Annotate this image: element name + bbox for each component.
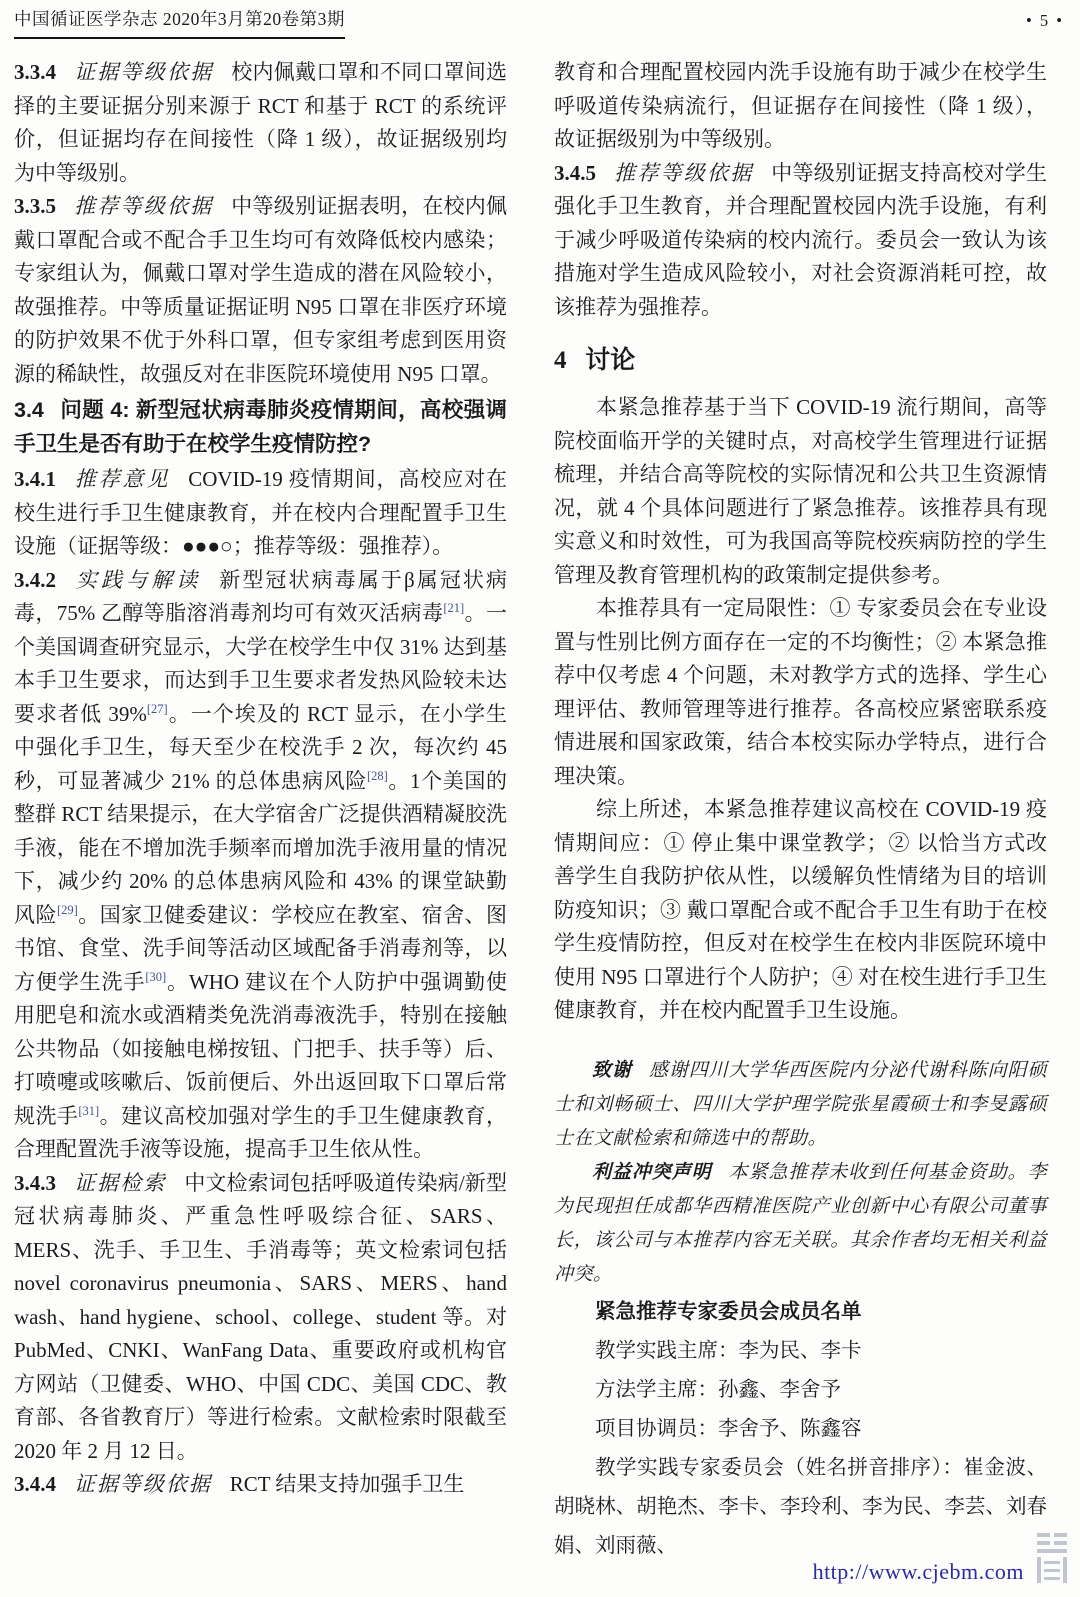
text-run: 本紧急推荐基于当下 COVID-19 流行期间，高等院校面临开学的关键时点，对高校学生管理进行证据梳理，并结合高等院校的实际情况和公共卫生资源情况，就 4 个具体问题进行了紧急推荐。该推荐具有现实意义和时效性，可为我国高等院校疾病防控的学生管理及教育管理机构的政策制定提供参考。: [554, 395, 1047, 587]
page-header: [14, 8, 1064, 39]
section-3-4-heading: [14, 393, 507, 461]
section-number: 3.4.2: [14, 567, 56, 592]
text-run: 紧急推荐专家委员会成员名单: [595, 1299, 862, 1323]
text-run: 综上所述，本紧急推荐建议高校在 COVID-19 疫情期间应：① 停止集中课堂教学；② 以恰当方式改善学生自我防护依从性，以缓解负性情绪为目的培训防疫知识；③ 戴口罩配合或不配合手卫生有助于在校学生疫情防控，但反对在校学生在校内非医院环境中使用 N95 口罩进行个人防护；④ 对在校生进行手卫生健康教育，并在校内配置手卫生设施。: [554, 797, 1047, 1022]
text-run: 新型冠状病毒属于β属冠状病毒，75% 乙醇等脂溶消毒剂均可有效灭活病毒: [14, 567, 508, 625]
text-run: 中文检索词包括呼吸道传染病/新型冠状病毒肺炎、严重急性呼吸综合征、SARS、MERS、洗手、手卫生、手消毒等；英文检索词包括 novel coronavirus pneumonia、SARS、MERS、hand wash、hand hygiene、school、college、student 等。对 PubMed、CNKI、WanFang Data、重要政府或机构官方网站（卫健委、WHO、中国 CDC、美国 CDC、教育部、各省教育厅）等进行检索。文献检索时限截至 2020 年 2 月 12 日。: [14, 1170, 507, 1463]
left-column: [14, 56, 507, 1566]
section-3-4-5: [554, 157, 1047, 325]
committee-line-teaching-chair: [554, 1332, 1047, 1371]
section-3-4-3: [14, 1167, 507, 1469]
section-label: 实践与解读: [73, 567, 202, 592]
journal-seal-icon: [1034, 1531, 1070, 1587]
section-number: 3.4.3: [14, 1170, 56, 1195]
text-run: 项目协调员：李舍予、陈鑫容: [595, 1417, 862, 1440]
journal-title: 中国循证医学杂志 2020年3月第20卷第3期: [14, 8, 345, 39]
section-label: 推荐等级依据: [73, 194, 214, 218]
conflict-of-interest: [554, 1156, 1047, 1292]
journal-url-link[interactable]: http://www.cjebm.com: [812, 1559, 1024, 1584]
section-3-3-5: [14, 190, 507, 391]
discussion-paragraph-2: [554, 592, 1047, 793]
section-3-3-4: [14, 56, 507, 190]
committee-line-coordinator: [554, 1410, 1047, 1449]
text-run: 。一个美国调查研究显示，大学在校学生中仅 31% 达到基本手卫生要求，而达到手卫生要求者发热风险较未达要求者低 39%: [14, 601, 508, 726]
text-run: 校内佩戴口罩和不同口罩间选择的主要证据分别来源于 RCT 和基于 RCT 的系统评价，但证据均存在间接性（降 1 级），故证据级别均为中等级别。: [14, 60, 508, 185]
committee-list-title: [554, 1292, 1047, 1332]
citation-ref: [30]: [145, 969, 167, 984]
right-column: [554, 56, 1047, 1566]
discussion-paragraph-1: [554, 391, 1047, 592]
text-run: 中等级别证据支持高校对学生强化手卫生教育，并合理配置校园内洗手设施，有利于减少呼吸道传染病的校内流行。委员会一致认为该措施对学生造成风险较小，对社会资源消耗可控，故该推荐为强推荐。: [554, 160, 1048, 319]
text-run: 本推荐具有一定局限性：① 专家委员会在专业设置与性别比例方面存在一定的不均衡性；② 本紧急推荐中仅考虑 4 个问题，未对教学方式的选择、学生心理评估、教师管理等进行推荐。各高校应紧密联系疫情进展和国家政策，结合本校实际办学特点，进行合理决策。: [554, 596, 1047, 788]
section-label: 推荐意见: [73, 467, 171, 491]
text-run: 。WHO 建议在个人防护中强调勤使用肥皂和流水或酒精类免洗消毒液洗手，特别在接触公共物品（如接触电梯按钮、门把手、扶手等）后、打喷嚏或咳嗽后、饭前便后、外出返回取下口罩后常规洗手: [14, 969, 508, 1128]
page-number: • 5 •: [1025, 11, 1064, 30]
section-label: 推荐等级依据: [613, 160, 754, 185]
citation-ref: [29]: [56, 902, 78, 917]
heading-number: 3.4: [14, 398, 44, 422]
heading-text: 讨论: [585, 346, 636, 374]
text-run: COVID-19 疫情期间，高校应对在校生进行手卫生健康教育，并在校内合理配置手卫生设施（证据等级：●●●○；推荐等级：强推荐）。: [14, 467, 507, 558]
section-label: 证据检索: [73, 1170, 167, 1195]
citation-ref: [31]: [78, 1103, 100, 1118]
text-run: 教学实践主席：李为民、李卡: [595, 1339, 862, 1362]
text-run: 。建议高校加强对学生的手卫生健康教育，合理配置洗手液等设施，提高手卫生依从性。: [14, 1103, 508, 1161]
section-4-discussion-heading: [554, 344, 1047, 377]
page-footer: [813, 1531, 1070, 1587]
discussion-paragraph-3: [554, 793, 1047, 1028]
text-run: RCT 结果支持加强手卫生: [229, 1472, 465, 1496]
backmatter-label: 致谢: [592, 1059, 632, 1081]
section-number: 3.4.4: [14, 1472, 56, 1496]
section-number: 3.3.5: [14, 194, 56, 218]
heading-number: 4: [554, 347, 567, 374]
text-run: 。1个美国的整群 RCT 结果提示，在大学宿舍广泛提供酒精凝胶洗手液，能在不增加洗手频率而增加洗手液用量的情况下，减少约 20% 的总体患病风险和 43% 的课堂缺勤风险: [14, 768, 507, 927]
text-run: 本紧急推荐未收到任何基金资助。李为民现担任成都华西精准医院产业创新中心有限公司董事长，该公司与本推荐内容无关联。其余作者均无相关利益冲突。: [554, 1161, 1047, 1285]
section-3-4-1: [14, 463, 507, 564]
text-run: 教育和合理配置校园内洗手设施有助于减少在校学生呼吸道传染病流行，但证据存在间接性（降 1 级），故证据级别为中等级别。: [554, 60, 1047, 151]
section-3-4-4: [14, 1468, 507, 1502]
section-number: 3.3.4: [14, 60, 56, 84]
citation-ref: [28]: [366, 768, 388, 783]
committee-line-methodology-chair: [554, 1371, 1047, 1410]
continuation-paragraph: [554, 56, 1047, 157]
text-run: 方法学主席：孙鑫、李舍予: [595, 1378, 841, 1401]
backmatter-label: 利益冲突声明: [592, 1161, 712, 1183]
text-run: 教学实践专家委员会（姓名拼音排序）：崔金波、胡晓林、胡艳杰、李卡、李玲利、李为民、李芸、刘春娟、刘雨薇、: [554, 1456, 1047, 1557]
two-column-body: [14, 56, 1047, 1566]
section-label: 证据等级依据: [73, 60, 214, 84]
section-number: 3.4.1: [14, 467, 56, 491]
text-run: 中等级别证据表明，在校内佩戴口罩配合或不配合手卫生均可有效降低校内感染；专家组认为，佩戴口罩对学生造成的潜在风险较小，故强推荐。中等质量证据证明 N95 口罩在非医疗环境的防护效果不优于外科口罩，但专家组考虑到医用资源的稀缺性，故强反对在非医院环境使用 N95 口罩。: [14, 194, 508, 386]
citation-ref: [27]: [146, 701, 168, 716]
section-label: 证据等级依据: [73, 1472, 212, 1496]
section-3-4-2: [14, 564, 507, 1167]
citation-ref: [21]: [443, 601, 465, 615]
text-run: 。一个埃及的 RCT 显示，在小学生中强化手卫生，每天至少在校洗手 2 次，每次约 45 秒，可显著减少 21% 的总体患病风险: [14, 701, 507, 793]
text-run: 。国家卫健委建议：学校应在教室、宿舍、图书馆、食堂、洗手间等活动区域配备手消毒剂等，以方便学生洗手: [14, 902, 508, 994]
text-run: 感谢四川大学华西医院内分泌代谢科陈向阳硕士和刘畅硕士、四川大学护理学院张星霞硕士和李旻露硕士在文献检索和筛选中的帮助。: [554, 1059, 1047, 1149]
heading-text: 问题 4: 新型冠状病毒肺炎疫情期间，高校强调手卫生是否有助于在校学生疫情防控?: [14, 398, 507, 456]
section-number: 3.4.5: [554, 160, 596, 185]
acknowledgement: [554, 1054, 1047, 1156]
